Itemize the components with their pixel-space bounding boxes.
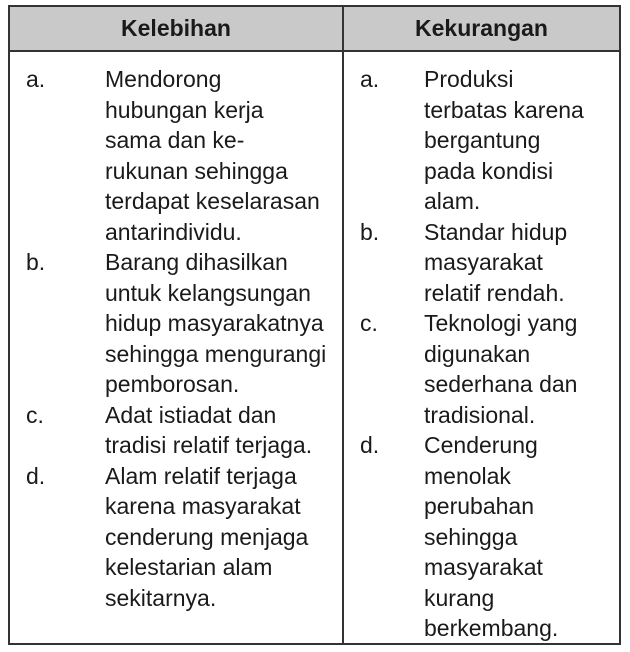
kelebihan-item xyxy=(10,400,342,461)
text-line: tradisi relatif terjaga. xyxy=(105,432,313,458)
header-kelebihan: Kelebihan xyxy=(10,7,344,52)
kelebihan-item xyxy=(10,461,342,614)
text-line: Alam relatif terjaga xyxy=(105,462,297,489)
list-marker: a. xyxy=(360,66,380,92)
text-line: sederhana dan xyxy=(424,371,578,397)
kelebihan-column xyxy=(10,52,344,644)
text-line: Teknologi yang xyxy=(424,310,578,336)
text-line: untuk kelangsungan xyxy=(105,279,311,306)
text-line: masyarakat xyxy=(424,554,543,580)
text-line: cenderung menjaga xyxy=(105,523,309,550)
text-line: bergantung xyxy=(424,127,541,153)
comparison-table xyxy=(8,5,621,645)
text-line: relatif rendah. xyxy=(424,279,565,306)
text-line: menolak xyxy=(424,462,511,489)
item-text xyxy=(105,461,342,614)
text-line: masyarakat xyxy=(424,249,543,275)
item-text xyxy=(424,308,619,430)
text-line: kurang xyxy=(424,584,495,611)
text-line: Standar hidup xyxy=(424,218,568,245)
list-marker: b. xyxy=(26,249,46,275)
kekurangan-item xyxy=(344,430,619,644)
list-marker: a. xyxy=(26,66,46,92)
text-line: Barang dihasilkan xyxy=(105,249,288,275)
text-line: Adat istiadat dan xyxy=(105,401,277,428)
list-marker: c. xyxy=(360,310,378,336)
text-line: Produksi xyxy=(424,66,514,92)
text-line: tradisional. xyxy=(424,401,536,428)
text-line: sehingga mengurangi xyxy=(105,340,327,367)
text-line: Cenderung xyxy=(424,432,538,458)
text-line: terbatas karena xyxy=(424,96,584,123)
text-line: hidup masyarakatnya xyxy=(105,310,324,336)
text-line: pada kondisi xyxy=(424,157,554,184)
text-line: hubungan kerja xyxy=(105,96,264,123)
text-line: digunakan xyxy=(424,340,531,367)
text-line: Mendorong xyxy=(105,66,222,92)
text-line: kelestarian alam xyxy=(105,554,273,580)
list-marker: b. xyxy=(360,218,380,245)
item-text xyxy=(424,217,619,309)
text-line: alam. xyxy=(424,188,481,214)
kelebihan-item xyxy=(10,64,342,247)
kelebihan-item xyxy=(10,247,342,400)
text-line: sehingga xyxy=(424,523,518,550)
text-line: berkembang. xyxy=(424,615,559,641)
text-line: perubahan xyxy=(424,493,534,519)
kekurangan-item xyxy=(344,308,619,430)
kekurangan-column xyxy=(344,52,619,644)
list-marker: c. xyxy=(26,401,44,428)
item-text xyxy=(424,64,619,217)
kekurangan-item xyxy=(344,64,619,217)
kekurangan-item xyxy=(344,217,619,309)
list-marker: d. xyxy=(26,462,46,489)
item-text xyxy=(424,430,619,644)
item-text xyxy=(105,64,342,247)
text-line: sama dan ke- xyxy=(105,127,245,153)
item-text xyxy=(105,247,342,400)
item-text xyxy=(105,400,342,461)
text-line: rukunan sehingga xyxy=(105,157,288,184)
text-line: karena masyarakat xyxy=(105,493,301,519)
text-line: antarindividu. xyxy=(105,218,242,245)
list-marker: d. xyxy=(360,432,380,458)
text-line: sekitarnya. xyxy=(105,584,217,611)
header-kekurangan: Kekurangan xyxy=(344,7,619,52)
text-line: pemborosan. xyxy=(105,371,240,397)
text-line: terdapat keselarasan xyxy=(105,188,320,214)
